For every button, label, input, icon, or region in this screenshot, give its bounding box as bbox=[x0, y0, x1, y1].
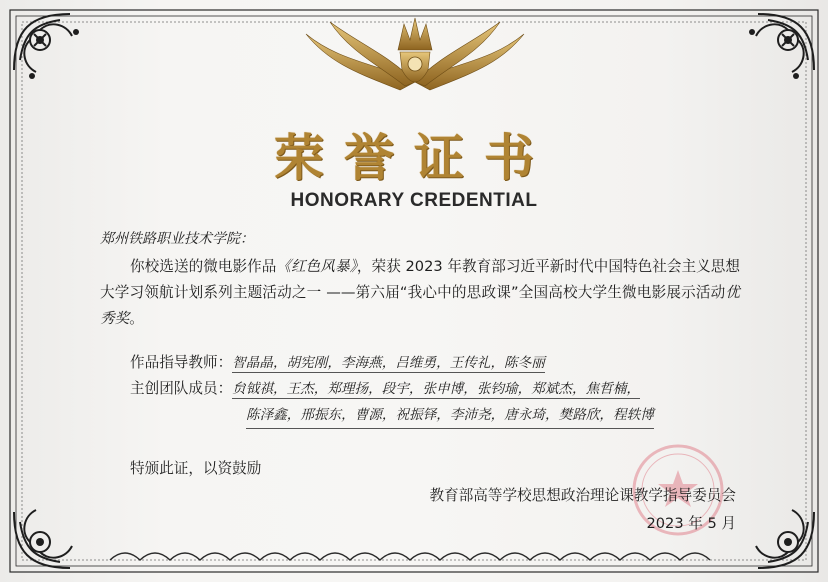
recipient-name: 郑州铁路职业技术学院： bbox=[100, 231, 254, 247]
work-title: 《红色风暴》 bbox=[276, 258, 357, 275]
members-label: 主创团队成员： bbox=[130, 380, 233, 397]
corner-ornament-icon bbox=[728, 10, 818, 100]
advisors-names: 智晶晶，胡宪刚，李海燕，吕维勇，王传礼，陈冬丽 bbox=[232, 355, 545, 371]
bottom-scroll-band bbox=[110, 553, 710, 560]
certificate-title: 荣誉证书 bbox=[274, 128, 554, 187]
closing-text: 特颁此证，以资鼓励 bbox=[130, 460, 262, 477]
certificate-subtitle: HONORARY CREDENTIAL bbox=[290, 190, 538, 211]
award-name: 优秀奖 bbox=[100, 284, 740, 327]
body-rest: ，荣获 2023 年教育部习近平新时代中国特色社会主义思想大学习领航计划系列主题活动之一 ——第六届“我心中的思政课”全国高校大学生微电影展示活动 bbox=[100, 258, 740, 301]
body-end: 。 bbox=[129, 310, 144, 327]
body-intro: 你校选送的微电影作品 bbox=[130, 258, 277, 275]
advisors-label: 作品指导教师： bbox=[130, 354, 233, 371]
corner-ornament-icon bbox=[728, 482, 818, 572]
members-line-2: 陈泽鑫，邢振东，曹源，祝振铎，李沛尧，唐永琦，樊路欣，程轶博 bbox=[246, 402, 654, 429]
issue-date: 2023 年 5 月 bbox=[646, 515, 736, 532]
members-line-1: 贠钺祺，王杰，郑理扬，段宇，张申博，张钧瑜，郑斌杰，焦哲楠， bbox=[232, 381, 640, 397]
winged-crown-emblem-icon bbox=[300, 4, 530, 104]
corner-ornament-icon bbox=[10, 482, 100, 572]
certificate-body bbox=[100, 254, 740, 332]
corner-ornament-icon bbox=[10, 10, 100, 100]
issuer-name: 教育部高等学校思想政治理论课教学指导委员会 bbox=[429, 487, 736, 504]
advisors-row bbox=[130, 350, 545, 376]
members-row bbox=[130, 376, 640, 402]
